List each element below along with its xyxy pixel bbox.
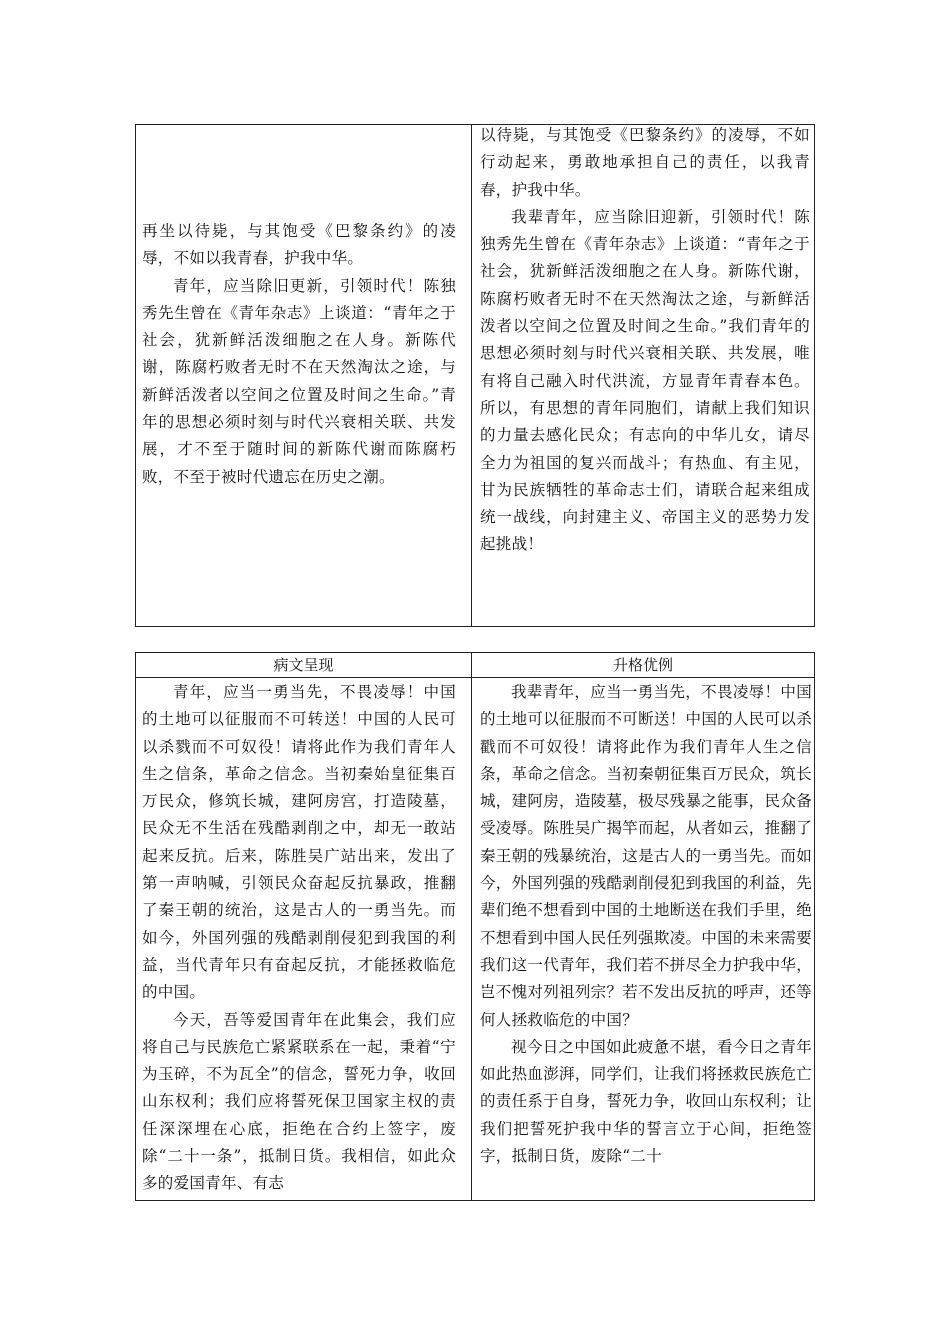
essay-table-2 [135,652,815,1201]
paragraph: 今天，吾等爱国青年在此集会，我们应将自己与民族危亡紧紧联系在一起，秉着“宁为玉碎，不为瓦全”的信念，誓死力争，收回山东权利；我们应将誓死保卫国家主权的责任深深埋在心底，拒绝在合约上签字，废除“二十一条”，抵制日货。我相信，如此众多的爱国青年、有志 [142,1010,456,1193]
header-divider [136,677,814,678]
table1-left-cell [142,218,456,623]
paragraph: 我辈青年，应当一勇当先，不畏凌辱！中国的土地可以征服而不可断送！中国的人民可以杀戳而不可奴役！请将此作为我们青年人生之信条，革命之信念。当初秦朝征集百万民众，筑长城，建阿房，造陵墓，极尽残暴之能事，民众备受凌辱。陈胜吴广揭竿而起，从者如云，推翻了秦王朝的残暴统治，这是古人的一勇当先。而如今，外国列强的残酷剥削侵犯到我国的利益，先辈们绝不想看到中国的土地断送在我们手里，绝不想看到中国人民任列强欺凌。中国的未来需要我们这一代青年，我们若不拼尽全力护我中华，岂不愧对列祖列宗？若不发出反抗的呼声，还等何人拯救临危的中国？ [480,683,812,1029]
paragraph: 青年，应当除旧更新，引领时代！陈独秀先生曾在《青年杂志》上谈道：“青年之于社会，犹新鲜活泼细胞之在人身。新陈代谢，陈腐朽败者无时不在天然淘汰之途，与新鲜活泼者以空间之位置及时间之生命。”青年的思想必须时刻与时代兴衰相关联、共发展，才不至于随时间的新陈代谢而陈腐朽败，不至于被时代遗忘在历史之潮。 [142,276,456,486]
header-right: 升格优例 [612,656,673,674]
table1-right-cell [480,122,810,622]
paragraph: 我辈青年，应当除旧迎新，引领时代！陈独秀先生曾在《青年杂志》上谈道：“青年之于社会，犹新鲜活泼细胞之在人身。新陈代谢，陈腐朽败者无时不在天然淘汰之途，与新鲜活泼者以空间之位置及时间之生命。”我们青年的思想必须时刻与时代兴衰相关联、共发展，唯有将自己融入时代洪流，方显青年青春本色。所以，有思想的青年同胞们，请献上我们知识的力量去感化民众；有志向的中华儿女，请尽全力为祖国的复兴而战斗；有热血、有主见，甘为民族牺牲的革命志士们，请联合起来组成统一战线，向封建主义、帝国主义的恶势力发起挑战！ [480,207,810,554]
table2-left-cell [142,679,456,1199]
paragraph: 再坐以待毙，与其饱受《巴黎条约》的凌辱，不如以我青春，护我中华。 [142,222,456,268]
paragraph: 以待毙，与其饱受《巴黎条约》的凌辱，不如行动起来，勇敢地承担自己的责任，以我青春，护我中华。 [480,126,810,199]
essay-table-1 [135,124,815,627]
paragraph: 青年，应当一勇当先，不畏凌辱！中国的土地可以征服而不可转送！中国的人民可以杀戮而不可奴役！请将此作为我们青年人生之信条，革命之信念。当初秦始皇征集百万民众，修筑长城，建阿房宫，打造陵墓，民众无不生活在残酷剥削之中，却无一敢站起来反抗。后来，陈胜吴广站出来，发出了第一声呐喊，引领民众奋起反抗暴政，推翻了秦王朝的统治，这是古人的一勇当先。而如今，外国列强的残酷剥削侵犯到我国的利益，当代青年只有奋起反抗，才能拯救临危的中国。 [142,683,456,1002]
column-divider [471,653,472,1200]
table2-right-cell [480,679,812,1199]
header-left: 病文呈现 [273,656,334,674]
column-divider [471,125,472,626]
paragraph: 视今日之中国如此疲惫不堪，看今日之青年如此热血澎湃，同学们，让我们将拯救民族危亡的责任系于自身，誓死力争，收回山东权利；让我们把誓死护我中华的誓言立于心间，拒绝签字，抵制日货，废除“二十 [480,1037,812,1166]
